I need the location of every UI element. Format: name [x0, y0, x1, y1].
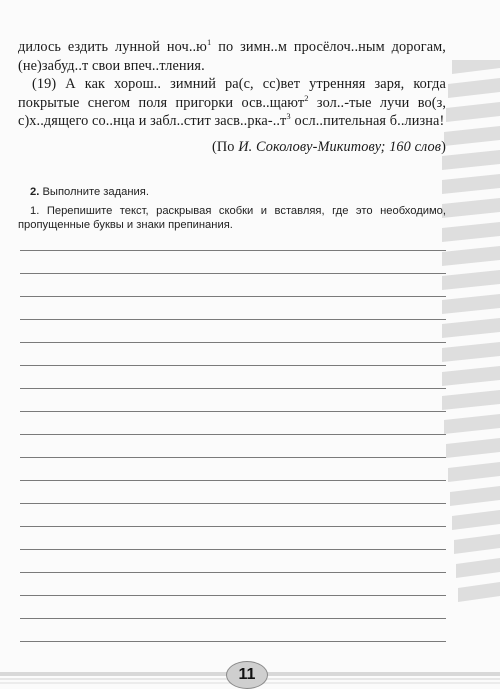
task-heading: [30, 185, 446, 200]
task-number: 2.: [30, 186, 40, 198]
passage-paragraph-2: [18, 75, 446, 131]
task-item-1: 1. Перепишите текст, раскрывая скобки и вставляя, где это необходимо, пропущенные буквы и знаки препинания.: [18, 204, 446, 232]
attribution: [18, 138, 446, 157]
writing-line[interactable]: [20, 572, 446, 573]
passage-sentence-19-mid: зол..-тые лучи во(з, с)х..дящего со..нца и забл..стит засв..рка-..т: [18, 94, 446, 130]
writing-line[interactable]: [20, 480, 446, 481]
task-section: [18, 185, 446, 233]
writing-line[interactable]: [20, 457, 446, 458]
writing-line[interactable]: [20, 296, 446, 297]
writing-line[interactable]: [20, 250, 446, 251]
writing-line[interactable]: [20, 273, 446, 274]
passage-paragraph-1: [18, 38, 446, 75]
writing-line[interactable]: [20, 319, 446, 320]
writing-line[interactable]: [20, 342, 446, 343]
passage-line-1-rest: по зимн..м просёлоч..ным дорогам, (не)забуд..т свои впеч..тления.: [18, 39, 446, 74]
writing-line[interactable]: [20, 618, 446, 619]
task-title: Выполните задания.: [39, 186, 149, 198]
decorative-stripes: [442, 60, 500, 620]
footnote-marker-1: 1: [206, 37, 212, 48]
writing-line[interactable]: [20, 434, 446, 435]
writing-line[interactable]: [20, 595, 446, 596]
passage-line-1: дилось ездить лунной ноч..ю: [18, 39, 207, 55]
attribution-close: ): [441, 138, 446, 155]
writing-line[interactable]: [20, 641, 446, 642]
page-number-badge: 11: [226, 661, 268, 689]
writing-line[interactable]: [20, 411, 446, 412]
footnote-marker-2: 2: [304, 93, 309, 104]
writing-line[interactable]: [20, 549, 446, 550]
attribution-author: И. Соколову-Микитову; 160 слов: [238, 138, 442, 155]
writing-line[interactable]: [20, 503, 446, 504]
writing-lines[interactable]: [20, 228, 446, 648]
attribution-open: (По: [212, 138, 239, 155]
passage-sentence-19-end: осл..пительная б..лизна!: [290, 113, 445, 130]
writing-line[interactable]: [20, 388, 446, 389]
passage-text: [18, 38, 446, 157]
writing-line[interactable]: [20, 365, 446, 366]
writing-line[interactable]: [20, 526, 446, 527]
footnote-marker-3: 3: [286, 111, 291, 122]
passage-sentence-19: (19) А как хорош.. зимний ра(с, сс)вет утренняя заря, когда покрытые снегом поля пригорки осв..щают: [18, 76, 446, 111]
